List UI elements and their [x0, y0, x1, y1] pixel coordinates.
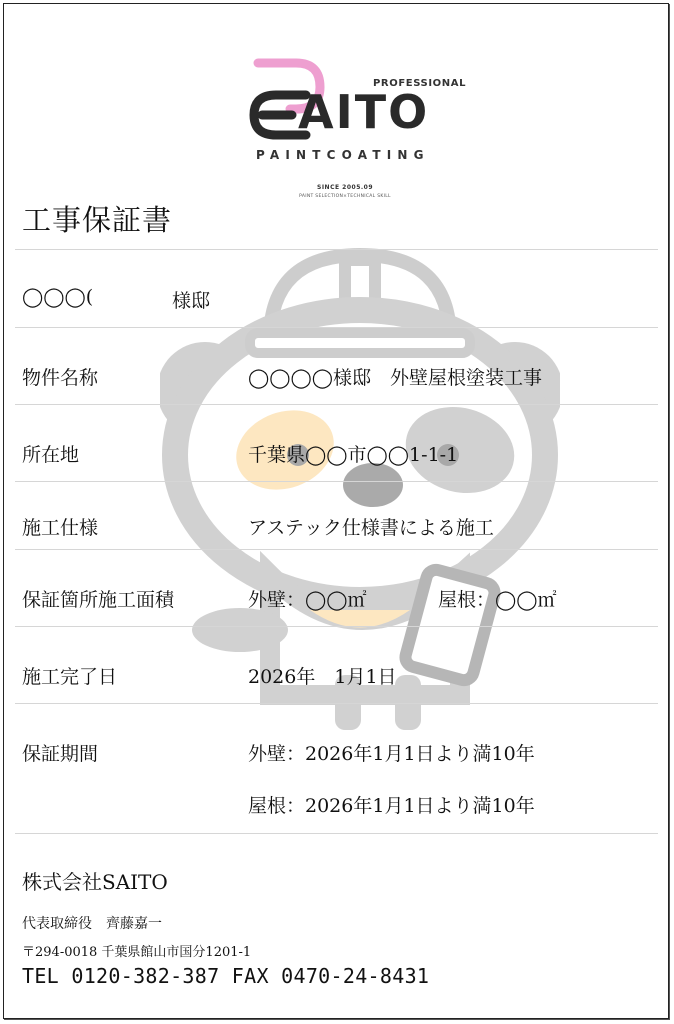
- row-value-area-wall: 外壁：◯◯㎡: [248, 589, 367, 611]
- row-label-completion: 施工完了日: [22, 666, 118, 688]
- row-label-location: 所在地: [22, 444, 80, 466]
- divider: [15, 327, 658, 328]
- client-name: ◯◯◯(: [22, 286, 94, 308]
- row-value-location: 千葉県◯◯市◯◯1-1-1: [248, 444, 459, 466]
- divider: [15, 833, 658, 834]
- row-value-property: ◯◯◯◯様邸 外壁屋根塗装工事: [248, 367, 543, 389]
- logo-tagline: PAINT SELECTION×TECHNICAL SKILL: [299, 194, 391, 199]
- row-value-warranty-roof: 屋根：2026年1月1日より満10年: [248, 795, 535, 817]
- logo-brand: AITO: [298, 85, 430, 139]
- company-ceo: 代表取締役 齊藤嘉一: [22, 916, 162, 932]
- row-value-area-roof: 屋根：◯◯㎡: [438, 589, 557, 611]
- divider: [15, 549, 658, 550]
- row-value-warranty-wall: 外壁：2026年1月1日より満10年: [248, 743, 535, 765]
- row-label-spec: 施工仕様: [22, 517, 99, 539]
- company-logo: [240, 45, 470, 210]
- company-name: 株式会社SAITO: [22, 870, 168, 894]
- logo-subtitle: PAINTCOATING: [256, 148, 430, 162]
- divider: [15, 481, 658, 482]
- document-title: 工事保証書: [22, 203, 173, 237]
- divider: [15, 626, 658, 627]
- company-address: 〒294-0018 千葉県館山市国分1201-1: [22, 945, 252, 960]
- row-label-property: 物件名称: [22, 367, 99, 389]
- row-value-completion: 2026年 1月1日: [248, 666, 397, 688]
- logo-professional: PROFESSIONAL: [373, 78, 467, 89]
- row-label-area: 保証箇所施工面積: [22, 589, 175, 611]
- row-label-warranty: 保証期間: [22, 743, 99, 765]
- divider: [15, 404, 658, 405]
- company-contact: TEL 0120-382-387 FAX 0470-24-8431: [22, 964, 430, 988]
- client-suffix: 様邸: [172, 290, 211, 312]
- row-value-spec: アステック仕様書による施工: [248, 517, 494, 539]
- divider: [15, 249, 658, 250]
- logo-since: SINCE 2005.09: [317, 184, 373, 191]
- divider: [15, 703, 658, 704]
